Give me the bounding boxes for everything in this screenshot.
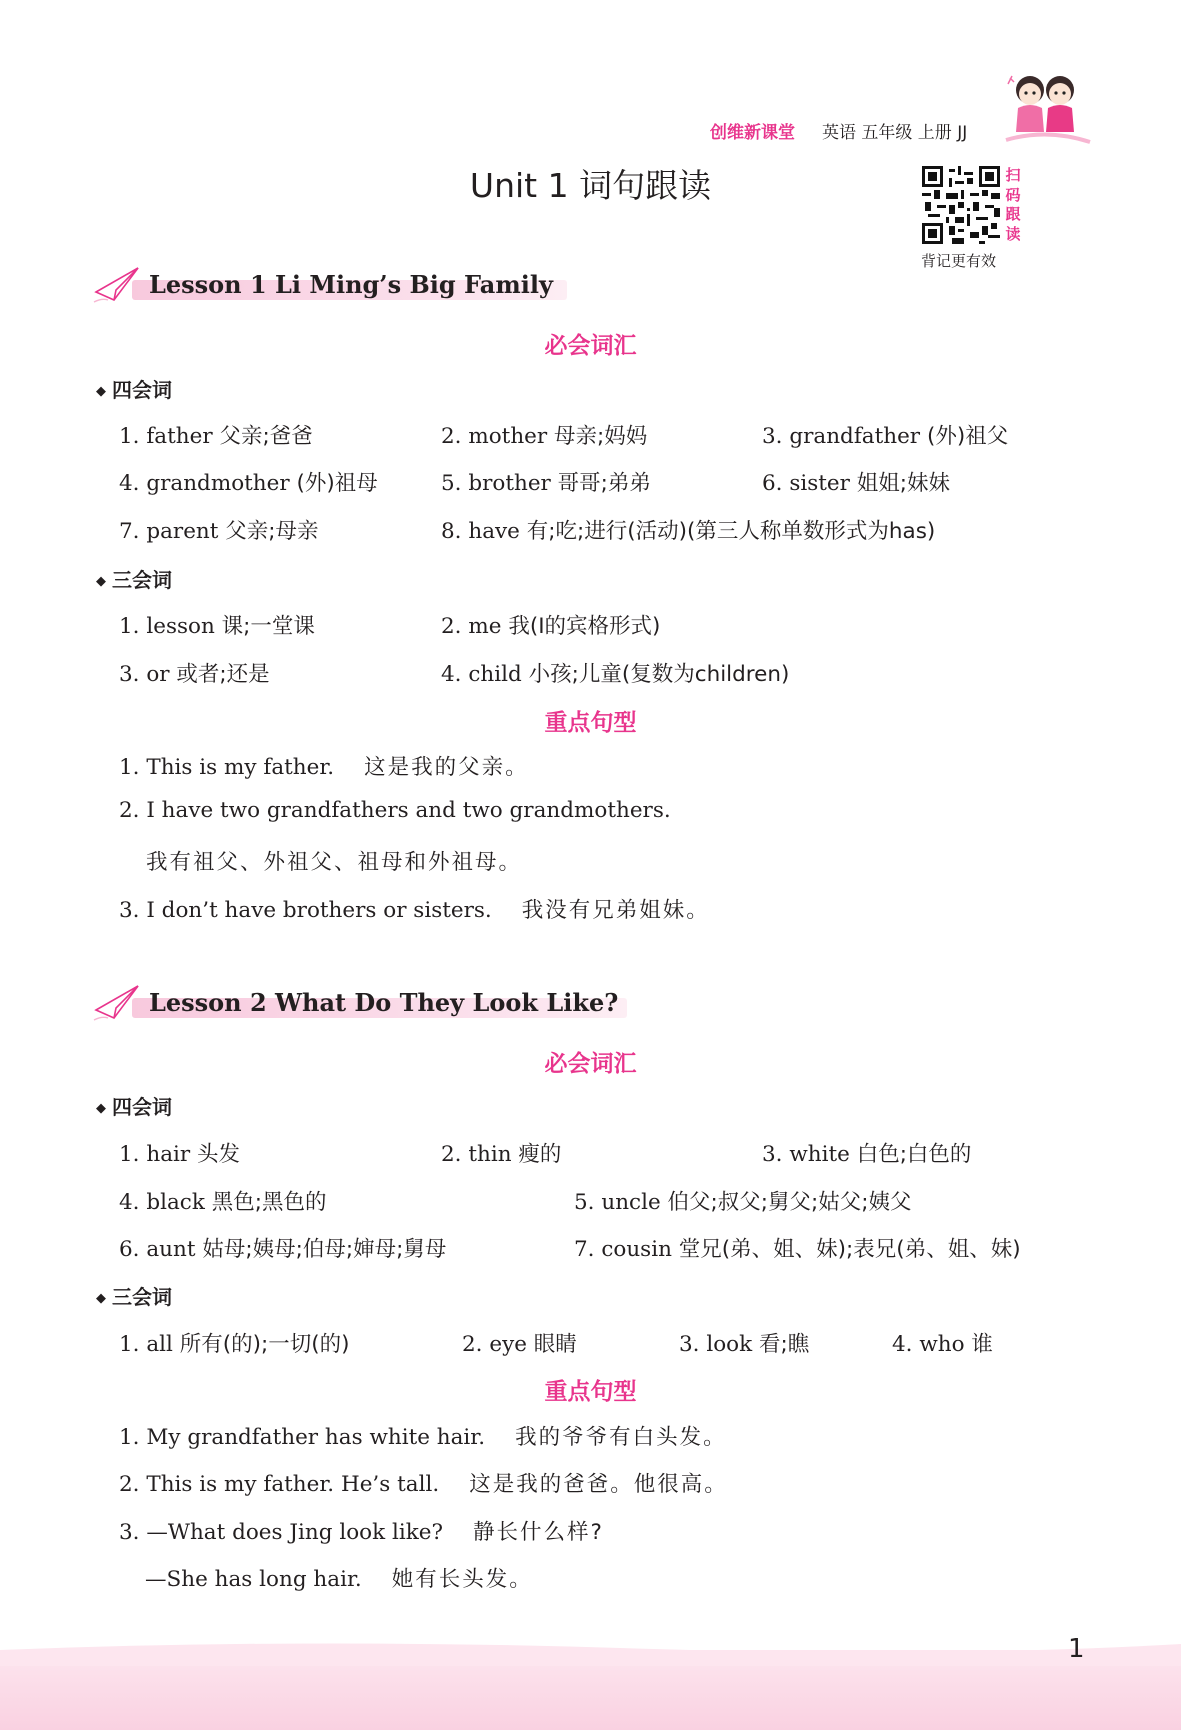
kids-mascot-icon bbox=[1002, 70, 1092, 152]
vocab-item: 4. child 小孩;儿童(复数为children) bbox=[441, 662, 790, 687]
paper-plane-icon bbox=[92, 262, 142, 310]
vocab-item: 6. aunt 姑母;姨母;伯母;婶母;舅母 bbox=[119, 1237, 447, 1262]
qr-code-icon bbox=[922, 166, 1000, 244]
vocab-item: 1. father 父亲;爸爸 bbox=[119, 424, 313, 449]
vocab-item: 1. lesson 课;一堂课 bbox=[119, 614, 315, 639]
vocab-item: 6. sister 姐姐;妹妹 bbox=[762, 471, 951, 496]
qr-side-char: 扫 bbox=[1005, 166, 1021, 184]
sentence-item: 2. This is my father. He’s tall. 这是我的爸爸。他很高。 bbox=[119, 1472, 728, 1497]
vocab-item: 2. thin 瘦的 bbox=[441, 1142, 562, 1167]
vocab-item: 3. white 白色;白色的 bbox=[762, 1142, 972, 1167]
sentence-item: 3. —What does Jing look like? 静长什么样? bbox=[119, 1520, 604, 1545]
vocab-item: 4. black 黑色;黑色的 bbox=[119, 1190, 327, 1215]
sentence-item: 2. I have two grandfathers and two grandmothers. bbox=[119, 798, 671, 823]
vocab-item: 1. hair 头发 bbox=[119, 1142, 241, 1167]
lesson1-three-skill-label: ◆ 三会词 bbox=[96, 568, 172, 592]
footer-wave bbox=[0, 1636, 1181, 1666]
paper-plane-icon bbox=[92, 980, 142, 1028]
vocab-item: 2. mother 母亲;妈妈 bbox=[441, 424, 648, 449]
lesson1-vocab-heading: 必会词汇 bbox=[544, 333, 637, 359]
lesson2-four-skill-label: ◆ 四会词 bbox=[96, 1095, 172, 1119]
vocab-item: 5. brother 哥哥;弟弟 bbox=[441, 471, 651, 496]
vocab-item: 7. cousin 堂兄(弟、姐、妹);表兄(弟、姐、妹) bbox=[574, 1237, 1021, 1262]
vocab-item: 2. me 我(I的宾格形式) bbox=[441, 614, 661, 639]
lesson1-title: Lesson 1 Li Ming’s Big Family bbox=[149, 270, 553, 299]
sentence-item: 1. My grandfather has white hair. 我的爷爷有白头发。 bbox=[119, 1425, 727, 1450]
vocab-item: 1. all 所有(的);一切(的) bbox=[119, 1332, 350, 1357]
qr-caption: 背记更有效 bbox=[921, 252, 997, 270]
sentence-item: —She has long hair. 她有长头发。 bbox=[145, 1567, 533, 1592]
qr-side-char: 码 bbox=[1005, 185, 1021, 204]
lesson1-sentence-heading: 重点句型 bbox=[544, 710, 637, 736]
vocab-item: 7. parent 父亲;母亲 bbox=[119, 519, 319, 544]
unit-title: Unit 1 词句跟读 bbox=[469, 166, 712, 205]
vocab-item: 2. eye 眼睛 bbox=[462, 1332, 577, 1357]
vocab-item: 5. uncle 伯父;叔父;舅父;姑父;姨父 bbox=[574, 1190, 912, 1215]
qr-side-char: 跟 bbox=[1005, 205, 1021, 223]
sentence-item: 3. I don’t have brothers or sisters. 我没有兄弟姐妹。 bbox=[119, 898, 710, 923]
lesson2-title: Lesson 2 What Do They Look Like? bbox=[149, 988, 619, 1017]
page-number: 1 bbox=[1068, 1634, 1085, 1664]
sentence-translation: 我有祖父、外祖父、祖母和外祖母。 bbox=[146, 850, 523, 875]
lesson1-banner bbox=[92, 262, 567, 312]
vocab-item: 4. who 谁 bbox=[892, 1332, 993, 1357]
lesson2-sentence-heading: 重点句型 bbox=[544, 1379, 637, 1405]
lesson1-four-skill-label: ◆ 四会词 bbox=[96, 378, 172, 402]
vocab-item: 8. have 有;吃;进行(活动)(第三人称单数形式为has) bbox=[441, 519, 936, 544]
sentence-item: 1. This is my father. 这是我的父亲。 bbox=[119, 755, 529, 780]
header-book-info: 英语 五年级 上册 JJ bbox=[822, 123, 968, 143]
vocab-item: 4. grandmother (外)祖母 bbox=[119, 471, 378, 496]
qr-side-text bbox=[1003, 166, 1023, 244]
lesson2-vocab-heading: 必会词汇 bbox=[544, 1051, 637, 1077]
qr-side-char: 读 bbox=[1005, 224, 1021, 243]
header-series-name: 创维新课堂 bbox=[710, 123, 795, 143]
vocab-item: 3. grandfather (外)祖父 bbox=[762, 424, 1009, 449]
vocab-item: 3. or 或者;还是 bbox=[119, 662, 270, 687]
lesson2-banner bbox=[92, 980, 627, 1030]
vocab-item: 3. look 看;瞧 bbox=[679, 1332, 810, 1357]
lesson2-three-skill-label: ◆ 三会词 bbox=[96, 1285, 172, 1309]
